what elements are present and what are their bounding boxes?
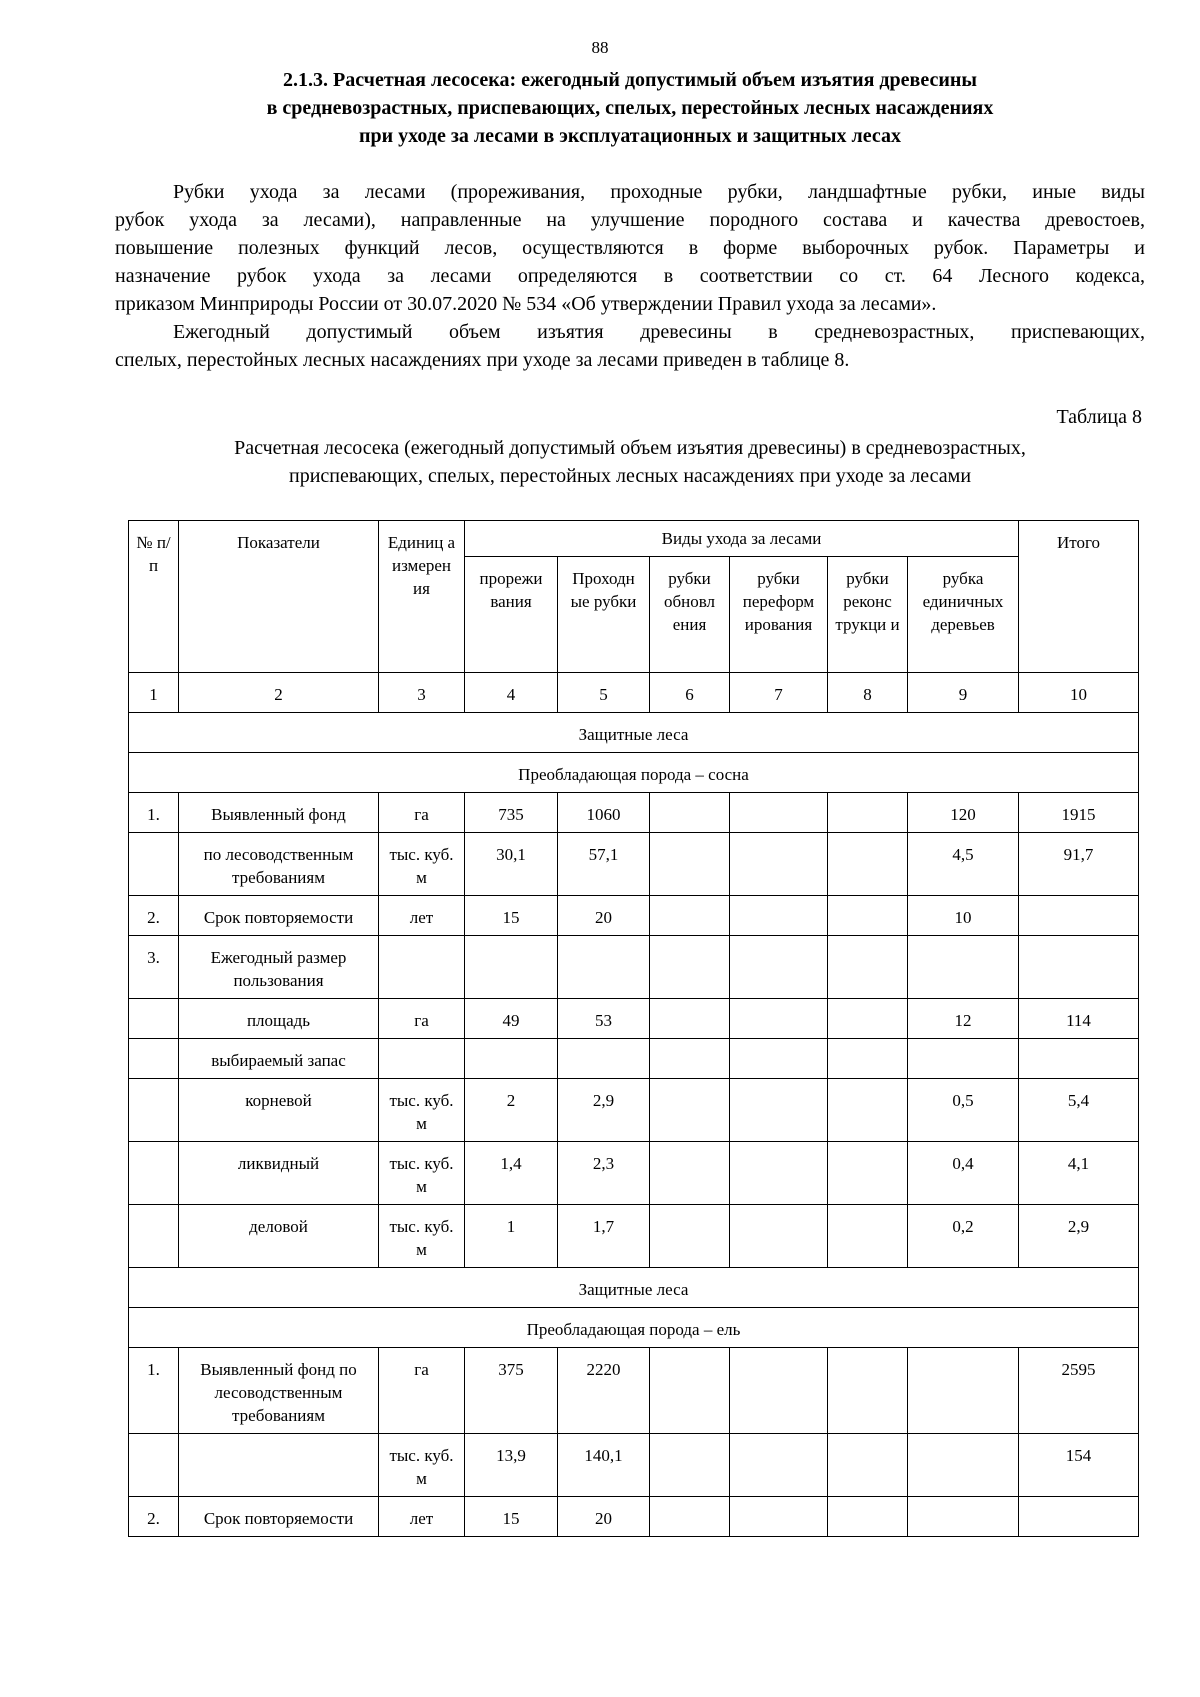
table-cell [1019,896,1139,936]
table-cell: площадь [179,999,379,1039]
table-cell: 2,9 [558,1079,650,1142]
table-cell [650,833,730,896]
table-cell [650,1142,730,1205]
table-cell [828,999,908,1039]
forest-category-row [129,713,1139,753]
table-row [129,1348,1139,1434]
table-cell [379,936,465,999]
table-cell [908,1039,1019,1079]
paragraph-line: спелых, перестойных лесных насаждениях при уходе за лесами приведен в таблице 8. [115,349,850,371]
header-unit: Единиц а измерен ия [379,521,465,673]
table-cell: тыс. куб. м [379,1142,465,1205]
table-cell: 4,1 [1019,1142,1139,1205]
species-row-label: Преобладающая порода – сосна [129,753,1139,793]
column-number: 10 [1019,673,1139,713]
header-type: рубки реконс трукци и [828,557,908,673]
table-cell: 0,2 [908,1205,1019,1268]
table-cell: тыс. куб. м [379,1205,465,1268]
table-row [129,1205,1139,1268]
table-cell [650,1497,730,1537]
table-cell: 2. [129,896,179,936]
table-cell: Ежегодный размер пользования [179,936,379,999]
table-title [120,434,1140,490]
table-row [129,936,1139,999]
second-paragraph [115,318,1145,374]
table-cell: корневой [179,1079,379,1142]
column-number: 8 [828,673,908,713]
table-cell: 2595 [1019,1348,1139,1434]
header-num: № п/п [129,521,179,673]
paragraph-line: повышение полезных функций лесов, осуществляются в форме выборочных рубок. Параметры и [115,237,1145,259]
table-cell [730,793,828,833]
table-cell [828,1497,908,1537]
table-cell [828,1205,908,1268]
table-cell: га [379,1348,465,1434]
table-cell: 53 [558,999,650,1039]
table-cell: 12 [908,999,1019,1039]
allowable-cut-table [128,520,1139,1537]
table-cell [1019,936,1139,999]
table-cell: 1. [129,1348,179,1434]
column-number: 4 [465,673,558,713]
paragraph-line: приказом Минприроды России от 30.07.2020 № 534 «Об утверждении Правил ухода за лесами». [115,293,937,315]
table-cell [908,936,1019,999]
table-cell [730,1142,828,1205]
table-cell [908,1434,1019,1497]
intro-paragraph [115,178,1145,318]
table-cell [730,1348,828,1434]
species-row [129,1308,1139,1348]
table-cell: 2,3 [558,1142,650,1205]
table-row [129,1039,1139,1079]
table-cell [650,793,730,833]
table-cell: 114 [1019,999,1139,1039]
heading-line: при уходе за лесами в эксплуатационных и защитных лесах [359,125,901,147]
section-heading [120,66,1140,150]
paragraph-line: Ежегодный допустимый объем изъятия древесины в средневозрастных, приспевающих, [173,321,1145,343]
heading-line: 2.1.3. Расчетная лесосека: ежегодный допустимый объем изъятия древесины [282,69,977,91]
header-row [129,521,1139,557]
table-cell [650,1348,730,1434]
table-cell [1019,1039,1139,1079]
table-cell: 140,1 [558,1434,650,1497]
table-cell: 13,9 [465,1434,558,1497]
table-cell [730,1205,828,1268]
page-number: 88 [591,38,609,57]
table-cell: 15 [465,896,558,936]
header-type: прорежи вания [465,557,558,673]
table-cell [650,936,730,999]
table-cell [558,936,650,999]
table-row [129,1079,1139,1142]
heading-line: в средневозрастных, приспевающих, спелых, перестойных лесных насаждениях [266,97,994,119]
table-cell: лет [379,896,465,936]
table-cell [129,1205,179,1268]
table-cell [650,999,730,1039]
table-cell: га [379,999,465,1039]
table-row [129,999,1139,1039]
table-cell: 2220 [558,1348,650,1434]
header-type: рубки обновл ения [650,557,730,673]
table-cell: 0,5 [908,1079,1019,1142]
table-cell: 2. [129,1497,179,1537]
table-cell: 1060 [558,793,650,833]
table-cell: тыс. куб. м [379,833,465,896]
table-cell: 49 [465,999,558,1039]
table-cell [465,1039,558,1079]
column-number-row [129,673,1139,713]
header-type: рубка единичных деревьев [908,557,1019,673]
table-cell [828,1079,908,1142]
header-type: Проходн ые рубки [558,557,650,673]
table-cell [379,1039,465,1079]
table-cell: ликвидный [179,1142,379,1205]
table-cell [828,1348,908,1434]
column-number: 9 [908,673,1019,713]
table-cell [730,1039,828,1079]
table-cell: 154 [1019,1434,1139,1497]
table-cell [828,1142,908,1205]
table-cell: га [379,793,465,833]
table-cell: лет [379,1497,465,1537]
species-row [129,753,1139,793]
table-cell [650,896,730,936]
table-cell [1019,1497,1139,1537]
table-cell: Выявленный фонд [179,793,379,833]
table-cell [129,833,179,896]
table-cell: Срок повторяемости [179,896,379,936]
table-cell [730,896,828,936]
table-cell [730,999,828,1039]
table-cell [828,936,908,999]
table-title-line: Расчетная лесосека (ежегодный допустимый объем изъятия древесины) в средневозрастных, [234,437,1026,459]
table-cell: 15 [465,1497,558,1537]
table-cell [650,1205,730,1268]
table-cell: 735 [465,793,558,833]
table-cell: 1,4 [465,1142,558,1205]
table-cell: 120 [908,793,1019,833]
table-cell: 375 [465,1348,558,1434]
table-cell: 20 [558,1497,650,1537]
table-cell: 4,5 [908,833,1019,896]
table-cell: 20 [558,896,650,936]
table-cell: 0,4 [908,1142,1019,1205]
column-number: 3 [379,673,465,713]
column-number: 6 [650,673,730,713]
table-cell: 5,4 [1019,1079,1139,1142]
table-cell: выбираемый запас [179,1039,379,1079]
table-cell [558,1039,650,1079]
header-type: рубки переформ ирования [730,557,828,673]
table-row [129,896,1139,936]
table-cell [730,1434,828,1497]
header-indicators: Показатели [179,521,379,673]
table-cell [828,896,908,936]
table-cell: 57,1 [558,833,650,896]
table-row [129,1142,1139,1205]
table-cell [179,1434,379,1497]
table-cell [730,833,828,896]
table-cell [129,1079,179,1142]
table-cell: 2,9 [1019,1205,1139,1268]
table-cell [129,999,179,1039]
table-title-line: приспевающих, спелых, перестойных лесных насаждениях при уходе за лесами [288,465,972,487]
table-cell: 1. [129,793,179,833]
table-cell: Выявленный фонд по лесоводственным требованиям [179,1348,379,1434]
table-row [129,793,1139,833]
paragraph-line: назначение рубок ухода за лесами определяются в соответствии со ст. 64 Лесного кодекса, [115,265,1145,287]
table-cell: 3. [129,936,179,999]
table-cell [828,833,908,896]
column-number: 2 [179,673,379,713]
table-cell [129,1434,179,1497]
table-cell [650,1039,730,1079]
table-cell: 91,7 [1019,833,1139,896]
forest-category-row-label: Защитные леса [129,1268,1139,1308]
table-cell: 1 [465,1205,558,1268]
table-cell [730,1497,828,1537]
table-cell: Срок повторяемости [179,1497,379,1537]
table-cell: 1,7 [558,1205,650,1268]
table-cell [828,1039,908,1079]
table-cell: 1915 [1019,793,1139,833]
species-row-label: Преобладающая порода – ель [129,1308,1139,1348]
table-cell [650,1079,730,1142]
table-cell [129,1142,179,1205]
table-cell: 10 [908,896,1019,936]
table-cell [828,793,908,833]
paragraph-line: рубок ухода за лесами), направленные на улучшение породного состава и качества древостоев, [115,209,1145,231]
table-cell: деловой [179,1205,379,1268]
header-care-types: Виды ухода за лесами [465,521,1019,557]
table-cell: по лесоводственным требованиям [179,833,379,896]
column-number: 1 [129,673,179,713]
table-label: Таблица 8 [1056,406,1142,428]
table-cell [730,936,828,999]
table-cell: тыс. куб. м [379,1434,465,1497]
table-cell: 30,1 [465,833,558,896]
table-row [129,833,1139,896]
column-number: 7 [730,673,828,713]
table-cell [908,1497,1019,1537]
table-row [129,1434,1139,1497]
table-cell [908,1348,1019,1434]
table-cell [828,1434,908,1497]
table-row [129,1497,1139,1537]
table-cell [650,1434,730,1497]
table-cell [730,1079,828,1142]
forest-category-row [129,1268,1139,1308]
table-cell [129,1039,179,1079]
table-cell: тыс. куб. м [379,1079,465,1142]
forest-category-row-label: Защитные леса [129,713,1139,753]
header-total: Итого [1019,521,1139,673]
table-cell: 2 [465,1079,558,1142]
column-number: 5 [558,673,650,713]
table-cell [465,936,558,999]
paragraph-line: Рубки ухода за лесами (прореживания, проходные рубки, ландшафтные рубки, иные виды [173,181,1145,203]
